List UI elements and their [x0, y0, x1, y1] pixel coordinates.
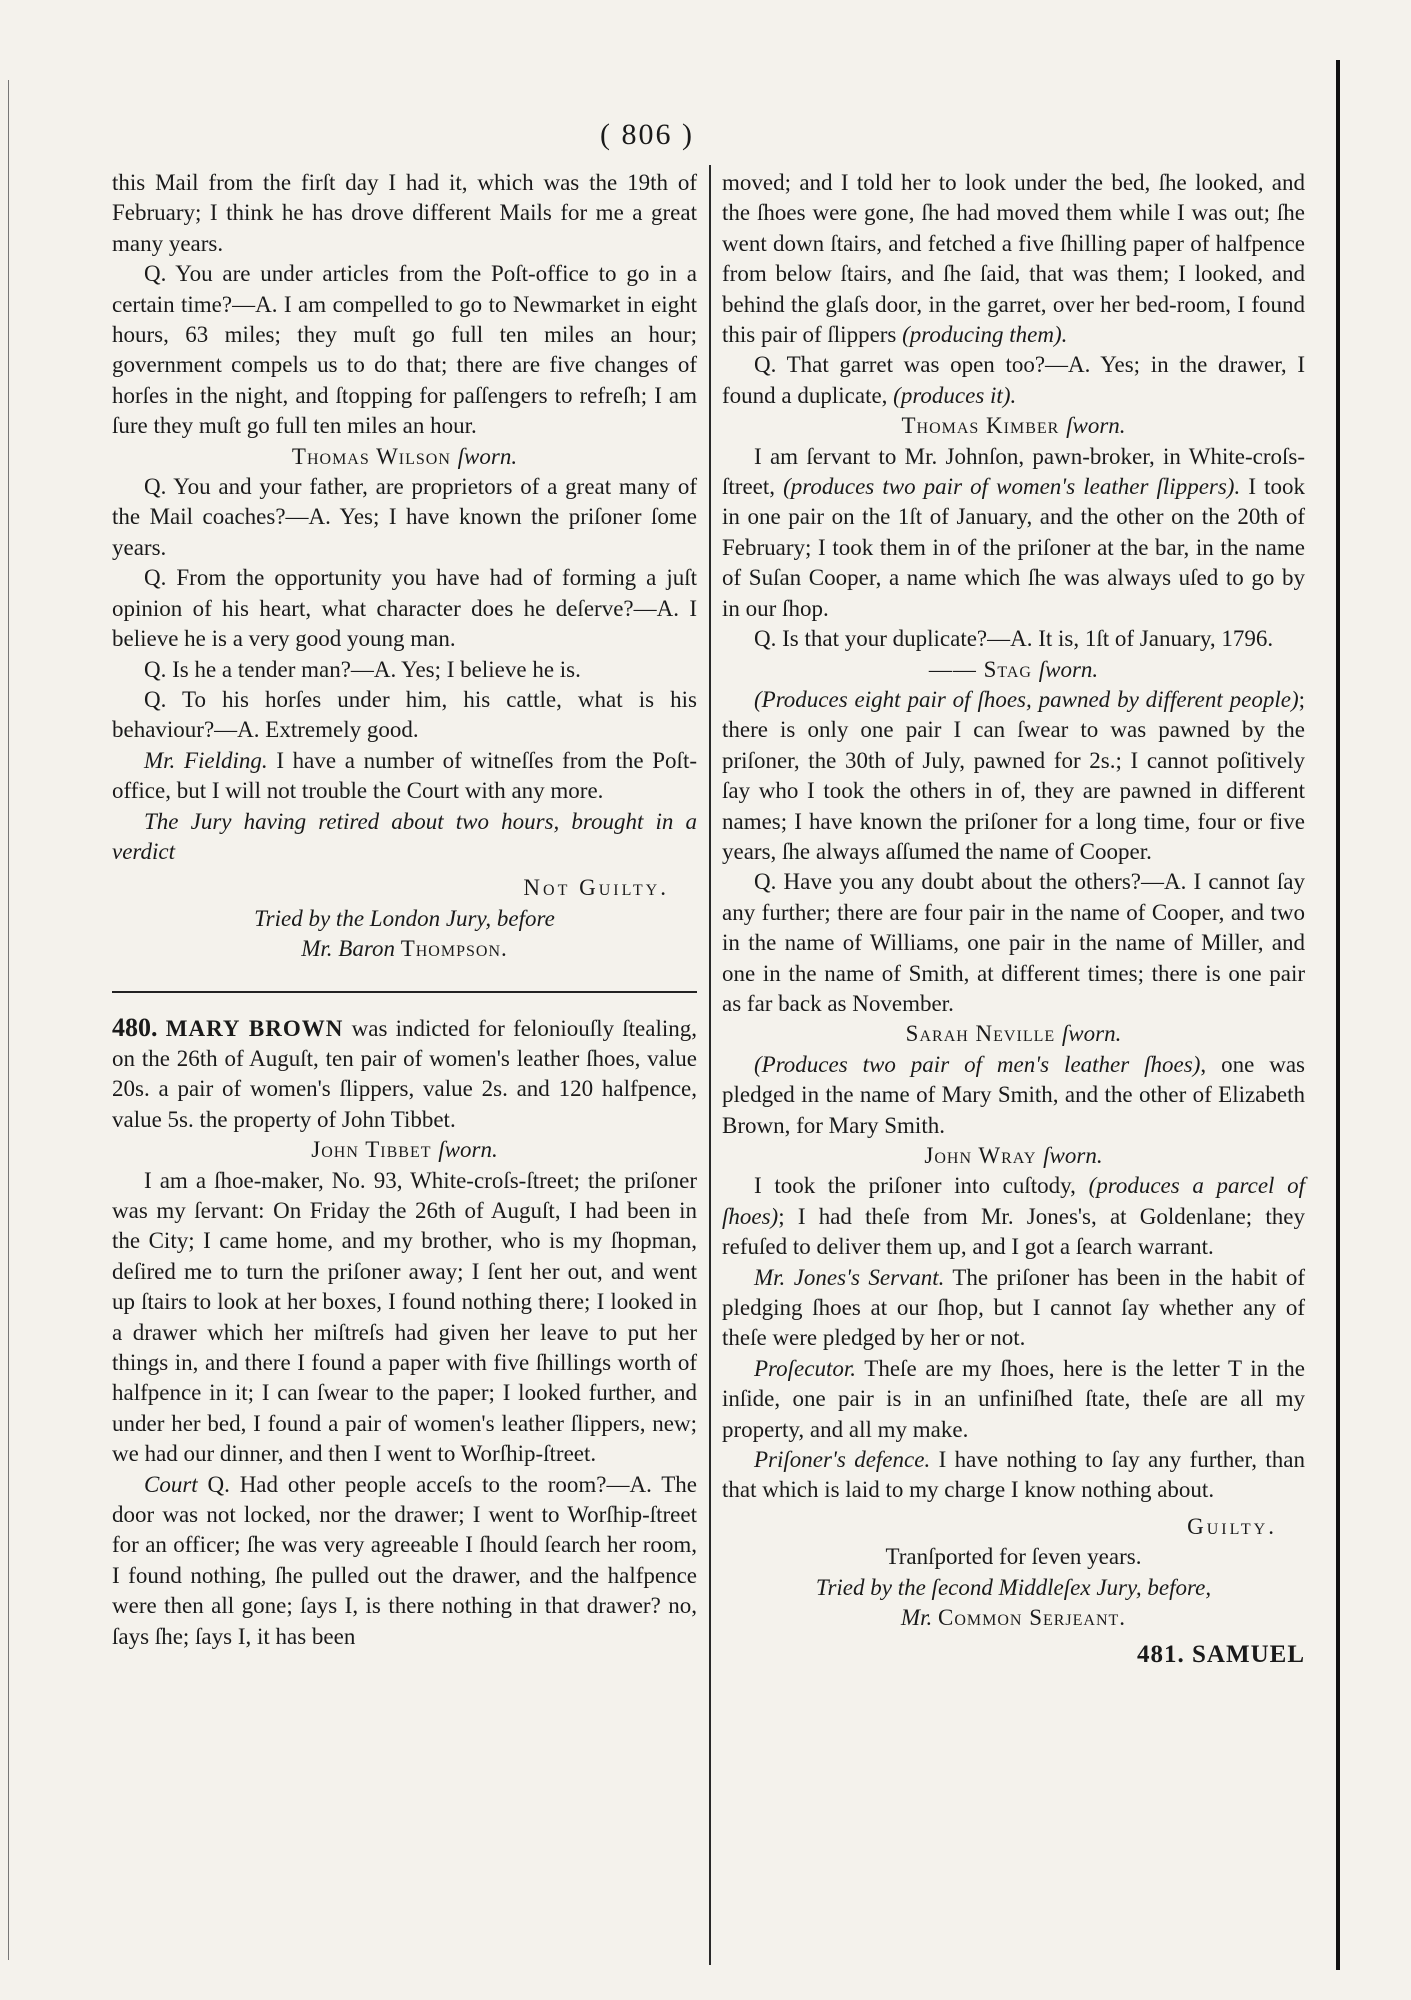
- testimony-paragraph: [722, 685, 1305, 867]
- testimony-paragraph: [722, 442, 1305, 624]
- defendant-name: MARY BROWN: [165, 1015, 344, 1041]
- sentence: [722, 1542, 1305, 1572]
- witness-name: John Wray: [924, 1143, 1037, 1168]
- sworn-label: ſworn.: [1043, 1143, 1103, 1168]
- stage-direction: (producing them).: [902, 322, 1068, 348]
- indictment-text: was indicted for feloniouſly ſtealing, on the 26th of Auguſt, ten pair of women's leather ſhoes, value 20s. a pair of women's ſlippers, value 2s. and 120 halfpence, value 5s. the property of John Tibbet.: [112, 1015, 697, 1132]
- testimony-text: Q. Have you any doubt about the others?—A. I cannot ſay any further; there are four pair in the name of Cooper, and two in the name of Williams, one pair in the name of Miller, and one in the name of Smith, at different times; there is one pair as far back as November.: [722, 869, 1305, 1016]
- testimony-paragraph: [112, 1470, 697, 1652]
- testimony-text: I am ſervant to Mr. Johnſon, pawn-broker, in White-croſs-ſtreet,: [722, 443, 1305, 500]
- testimony-text: Q. To his horſes under him, his cattle, what is his behaviour?—A. Extremely good.: [112, 686, 697, 743]
- speaker-label: (Produces two pair of men's leather ſhoes): [754, 1051, 1201, 1077]
- page-edge-rule-left: [8, 80, 9, 1960]
- testimony-text: I am a ſhoe-maker, No. 93, White-croſs-ſtreet; the priſoner was my ſervant: On Friday the 26th of Auguſt, I had been in the City; I came home, and my brother, who is my ſhopman, deſired me to turn the priſoner away; I ſent her out, and went up ſtairs to look at her boxes, I found nothing there; I looked in a drawer which her miſtreſs had given her leave to put her things in, and there I found a paper with five ſhillings worth of halfpence in it; I can ſwear to the paper; I looked further, and under her bed, I found a pair of women's leather ſlippers, new; we had our dinner, and then I went to Worſhip-ſtreet.: [112, 1167, 697, 1467]
- judge-line: [112, 934, 697, 964]
- speaker-label: Court: [144, 1471, 198, 1497]
- testimony-text: Q. That garret was open too?—A. Yes; in the drawer, I found a duplicate,: [722, 352, 1305, 408]
- witness-heading: [722, 411, 1305, 441]
- testimony-paragraph: [112, 655, 697, 685]
- speaker-label: Proſecutor.: [754, 1355, 856, 1381]
- judge-name: Thompson.: [400, 936, 508, 962]
- judge-line: [722, 1603, 1305, 1633]
- testimony-paragraph: [722, 624, 1305, 654]
- verdict-text: Not Guilty.: [523, 875, 669, 901]
- witness-heading: [722, 1019, 1305, 1049]
- sworn-label: ſworn.: [1038, 656, 1099, 682]
- testimony-text: Q. From the opportunity you have had of forming a juſt opinion of his heart, what character does he deſerve?—A. I believe he is a very good young man.: [112, 565, 697, 652]
- case-number: 480.: [112, 1012, 158, 1042]
- testimony-text: Q. You are under articles from the Poſt-office to go in a certain time?—A. I am compelled to go to Newmarket in eight hours, 63 miles; they muſt go full ten miles an hour; government compels us to do that; there are five changes of horſes in the night, and ſtopping for paſſengers to refreſh; I am ſure they muſt go full ten miles an hour.: [112, 261, 697, 439]
- stage-direction: (produces a parcel of ſhoes): [722, 1173, 1306, 1229]
- testimony-text-cont: The priſoner has been in the habit of pledging ſhoes at our ſhop, but I cannot ſay whether any of theſe were pledged by her or not.: [722, 1264, 1305, 1351]
- speaker-label: The Jury having retired about two hours, brought in a verdict: [112, 808, 697, 864]
- testimony-paragraph: [112, 1166, 697, 1470]
- verdict: [112, 873, 697, 903]
- tried-by-line: [722, 1573, 1305, 1603]
- testimony-paragraph: [722, 867, 1305, 1019]
- testimony-paragraph: [722, 1445, 1305, 1506]
- sworn-label: ſworn.: [438, 1137, 498, 1163]
- testimony-text: Q. Is he a tender man?—A. Yes; I believe he is.: [144, 656, 581, 682]
- speaker-label: Priſoner's defence.: [754, 1447, 931, 1473]
- testimony-text-cont: I have nothing to ſay any further, than that which is laid to my charge I know nothing about.: [722, 1447, 1305, 1503]
- testimony-paragraph: [112, 807, 697, 868]
- testimony-paragraph: [112, 685, 697, 746]
- testimony-text: Q. Had other people acceſs to the room?—A. The door was not locked, nor the drawer; I went to Worſhip-ſtreet for an officer; ſhe was very agreeable I ſhould ſearch her room, I found nothing, ſhe pulled out the drawer, and the halfpence were then all gone; ſays I, is there nothing in that drawer? no, ſays ſhe; ſays I, it has been: [112, 1471, 697, 1649]
- sentence-text: Tranſported for ſeven years.: [885, 1544, 1142, 1570]
- testimony-paragraph: [722, 350, 1305, 411]
- stage-direction: (produces two pair of women's leather ſlippers).: [783, 474, 1241, 500]
- verdict-text: Guilty.: [1187, 1513, 1277, 1539]
- tried-by-line: [112, 904, 697, 934]
- testimony-text: I took the priſoner into cuſtody,: [754, 1173, 1076, 1199]
- testimony-text: I have a number of witneſſes from the Poſt-office, but I will not trouble the Court with any more.: [112, 747, 697, 804]
- page-number: ( 806 ): [600, 118, 694, 151]
- continued-paragraph: [112, 168, 697, 259]
- testimony-text-cont: ; there is only one pair I can ſwear to was pawned by the priſoner, the 30th of July, pawned for 2s.; I cannot poſitively ſay who I took the others in of, they are pawned in different names; I have known the priſoner for a long time, four or five years, ſhe always aſſumed the name of Cooper.: [722, 686, 1305, 864]
- witness-name: Thomas Kimber: [901, 413, 1060, 439]
- speaker-label: (Produces eight pair of ſhoes, pawned by different people): [754, 686, 1299, 712]
- speaker-label: Mr. Fielding.: [144, 747, 268, 773]
- witness-heading: [112, 442, 697, 472]
- testimony-text-cont: ; I had theſe from Mr. Jones's, at Goldenlane; they refuſed to deliver them up, and I got a ſearch warrant.: [722, 1203, 1305, 1260]
- case-heading: [112, 1013, 697, 1136]
- tried-by-text: Tried by the ſecond Middleſex Jury, before,: [815, 1574, 1212, 1600]
- testimony-paragraph: [722, 1050, 1305, 1141]
- catchword: [722, 1640, 1305, 1670]
- testimony-paragraph: [722, 1171, 1305, 1262]
- witness-heading: [722, 1141, 1305, 1171]
- judge-title: Mr.: [900, 1605, 933, 1631]
- catchword-text: 481. SAMUEL: [1137, 1640, 1305, 1668]
- testimony-text: Q. Is that your duplicate?—A. It is, 1ſt of January, 1796.: [754, 626, 1274, 652]
- witness-heading: [722, 655, 1305, 685]
- sworn-label: ſworn.: [1066, 413, 1126, 439]
- sworn-label: ſworn.: [1061, 1021, 1122, 1047]
- right-column: [722, 168, 1305, 1670]
- paragraph-text: moved; and I told her to look under the bed, ſhe looked, and the ſhoes were gone, ſhe had moved them while I was out; ſhe went down ſtairs, and fetched a five ſhilling paper of halfpence from below ſtairs, and ſhe ſaid, that was them; I looked, and behind the glaſs door, in the garret, over her bed-room, I found this pair of ſlippers: [722, 170, 1305, 348]
- testimony-paragraph: [112, 259, 697, 441]
- testimony-paragraph: [112, 563, 697, 654]
- sworn-label: ſworn.: [457, 443, 518, 469]
- left-column: [112, 168, 697, 1652]
- page-edge-rule-right: [1336, 60, 1340, 1970]
- witness-name: Thomas Wilson: [291, 443, 451, 469]
- witness-name: —— Stag: [928, 656, 1032, 682]
- continued-paragraph: [722, 168, 1305, 350]
- testimony-text-cont: Theſe are my ſhoes, here is the letter T in the inſide, one pair is in an unfiniſhed ſtate, theſe are all my property, and all my make.: [722, 1355, 1305, 1442]
- column-divider: [709, 165, 711, 1965]
- testimony-text: Q. You and your father, are proprietors of a great many of the Mail coaches?—A. Yes; I have known the priſoner ſome years.: [112, 474, 697, 560]
- case-separator-rule: [112, 991, 697, 993]
- speaker-label: Mr. Jones's Servant.: [754, 1264, 945, 1290]
- witness-name: John Tibbet: [311, 1137, 432, 1163]
- witness-name: Sarah Neville: [905, 1021, 1056, 1047]
- testimony-paragraph: [112, 472, 697, 563]
- testimony-paragraph: [722, 1354, 1305, 1445]
- testimony-paragraph: [722, 1263, 1305, 1354]
- judge-title: Mr. Baron: [301, 936, 395, 962]
- stage-direction: (produces it).: [893, 382, 1017, 408]
- witness-heading: [112, 1135, 697, 1165]
- verdict: [722, 1512, 1305, 1542]
- judge-name: Common Serjeant.: [937, 1605, 1127, 1631]
- tried-by-text: Tried by the London Jury, before: [254, 905, 555, 931]
- testimony-text-cont: I took in one pair on the 1ſt of January, and the other on the 20th of February; I took them in of the priſoner at the bar, in the name of Suſan Cooper, a name which ſhe was always uſed to go by in our ſhop.: [722, 474, 1305, 621]
- testimony-paragraph: [112, 746, 697, 807]
- testimony-text-cont: , one was pledged in the name of Mary Smith, and the other of Elizabeth Brown, for Mary Smith.: [722, 1051, 1305, 1138]
- paragraph-text: this Mail from the firſt day I had it, which was the 19th of February; I think he has drove different Mails for me a great many years.: [112, 170, 697, 256]
